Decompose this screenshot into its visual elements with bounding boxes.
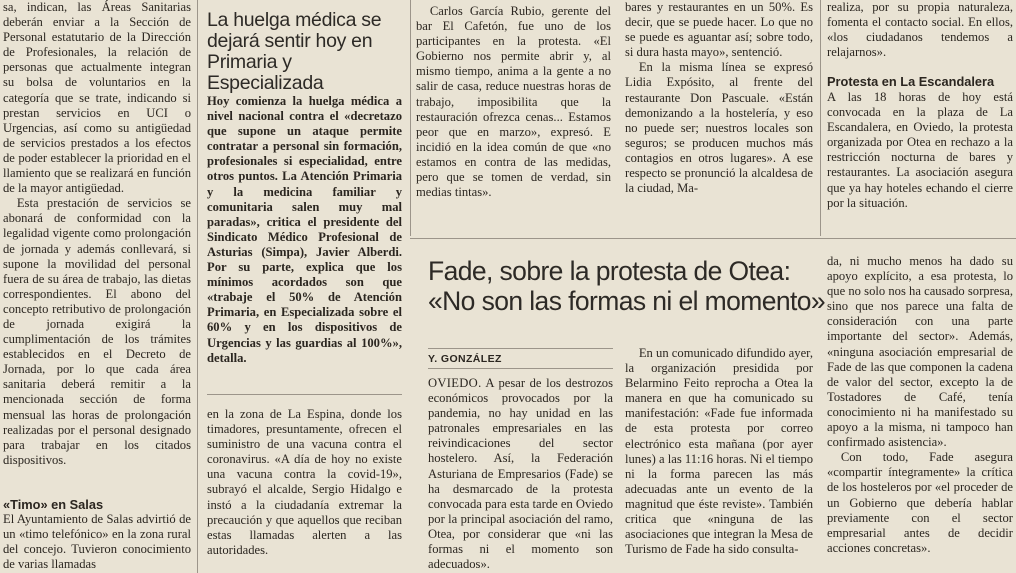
headline-line-2: «No son las formas ni el momento» bbox=[428, 286, 826, 316]
column-rule bbox=[197, 0, 198, 573]
paragraph: sa, indican, las Áreas Sanitarias deberán enviar a la Sección de Personal estatutario de la Dirección de Profesionales, la relación de personas que actualmente integran su bolsa de voluntarios en la categoría que se trate, indicando si prestan servicios en UCI o Urgencias, así como su antigüedad de servicios prestados a los efectos de poder establecer la prioridad en el llamiento que se realizará en función de la mayor antigüedad. bbox=[3, 0, 191, 196]
lead-text: Hoy comienza la huelga médica a nivel nacional contra el «decretazo que supone un ataque permite contratar a personal sin formación, profesionales si especialidad, entre otros puntos. La Atención Primaria y la medicina familiar y comunitaria salen muy mal paradas», critica el presidente del Sindicato Médico Profesional de Asturias (Simpa), Javier Alberdi. Por su parte, explica que los mínimos acordados son que «trabaje el 50% de Atención Primaria, en Especializada sobre el 60% y en los dispositivos de Urgencias y las guardias al 100%», detalla. bbox=[207, 94, 402, 365]
paragraph: da, ni mucho menos ha dado su apoyo explícito, a esa protesta, lo que no solo nos ha causado sorpresa, sino que nos parece una falta de consideración con una parte importante del sector». Además, «ninguna asociación empresarial de Fade de las que componen la cadena de valor del sector, excepto la de Tostadores de Café, tenía conocimiento ni ha manifestado su apoyo a la misma, ni tampoco han confirmado asistencia». bbox=[827, 254, 1013, 450]
paragraph: bares y restaurantes en un 50%. Es decir, que se puede hacer. Lo que no se puede es aguantar así; sobre todo, si dura hasta mayo», sentenció. bbox=[625, 0, 813, 60]
column-rule bbox=[820, 0, 821, 236]
box-rule bbox=[207, 394, 402, 395]
paragraph: En la misma línea se expresó Lidia Expósito, al frente del restaurante Don Pascuale. «Están demonizando a la hostelería, y eso no puede ser; nuestros locales son seguros; se producen muchos más contagios en otros lugares». A ese respecto se pronunció la alcaldesa de la ciudad, Ma- bbox=[625, 60, 813, 196]
lead-huelga-medica bbox=[207, 94, 402, 366]
paragraph: Carlos García Rubio, gerente del bar El Cafetón, fue uno de los participantes en la protesta. «El Gobierno nos permite abrir y, al mismo tiempo, anima a la gente a no salir de casa, reduce nuestras horas de trabajo, imposibilita que la restauración ofrezca cenas... Estamos peor que en marzo», expresó. E incidió en la idea común de que «no estamos en contra de las medidas, pero que se tomen de verdad, sin medias tintas». bbox=[416, 4, 611, 200]
byline: Y. GONZÁLEZ bbox=[428, 353, 502, 365]
article-column-4 bbox=[625, 0, 813, 196]
article-column-1-continued bbox=[3, 512, 191, 572]
article-column-3 bbox=[416, 4, 611, 200]
section-rule bbox=[410, 238, 1016, 239]
fade-column-2 bbox=[625, 346, 813, 557]
paragraph bbox=[428, 376, 613, 572]
dateline: OVIEDO. bbox=[428, 376, 482, 390]
column-rule bbox=[410, 0, 411, 236]
subhead-timo: «Timo» en Salas bbox=[3, 497, 104, 512]
subhead-protesta-escandalera: Protesta en La Escandalera bbox=[827, 74, 995, 89]
paragraph: En un comunicado difundido ayer, la organización presidida por Belarmino Feito reprocha a Otea la manera en que ha comunicado su manifestación: «Fade fue informada de esta protesta por correo electrónico esta mañana (por ayer lunes) a las 11:16 horas. Ni el tiempo ni la forma parecen las más adecuadas ante un evento de la magnitud que éste reviste». También critica que «ninguna de las asociaciones que integran la Mesa de Turismo de Fade ha sido consulta- bbox=[625, 346, 813, 557]
paragraph: realiza, por su propia naturaleza, fomenta el contacto social. En ellos, «los ciudadanos tendemos a relajarnos». bbox=[827, 0, 1013, 60]
fade-column-1 bbox=[428, 376, 613, 572]
byline-rule bbox=[428, 368, 613, 369]
fade-column-3 bbox=[827, 254, 1013, 556]
headline-fade bbox=[428, 256, 828, 316]
byline-rule bbox=[428, 348, 613, 349]
article-column-5-continued bbox=[827, 90, 1013, 211]
article-column-1 bbox=[3, 0, 191, 468]
article-column-5 bbox=[827, 0, 1013, 60]
paragraph: El Ayuntamiento de Salas advirtió de un «timo telefónico» en la zona rural del concejo. Tuvieron conocimiento de varias llamadas bbox=[3, 512, 191, 572]
headline-line-1: Fade, sobre la protesta de Otea: bbox=[428, 256, 791, 286]
headline-huelga-medica: La huelga médica se dejará sentir hoy en Primaria y Especializada bbox=[207, 9, 382, 94]
paragraph: Con todo, Fade asegura «compartir íntegramente» la crítica de los hosteleros por «el proceder de un Gobierno que debería hablar previamente con el sector empresarial antes de decidir acciones concretas». bbox=[827, 450, 1013, 555]
paragraph: Esta prestación de servicios se abonará de conformidad con la legalidad vigente como prolongación de jornada y además conllevará, si supone la movilidad del personal fuera de su área de trabajo, las dietas correspondientes. El abono del concepto retributivo de prolongación de jornada exigirá la cumplimentación de los trámites establecidos en el Decreto de Jornada, por lo que cada área sanitaria deberá remitir a la mencionada sección de forma mensual las horas de prolongación realizadas por el personal designado para trabajar en los citados dispositivos. bbox=[3, 196, 191, 467]
paragraph-text: A pesar de los destrozos económicos provocados por la pandemia, no hay unidad en las patronales empresariales en las reivindicaciones del sector hostelero. Así, la Federación Asturiana de Empresarios (Fade) se ha desmarcado de la protesta convocada para esta tarde en Oviedo por la principal asociación del ramo, Otea, por considerar que «ni las formas ni el momento son adecuados». bbox=[428, 376, 613, 572]
paragraph: en la zona de La Espina, donde los timadores, presuntamente, ofrecen el suministro de una vacuna contra el coronavirus. «A día de hoy no existe una vacuna contra la covid-19», subrayó el alcalde, Sergio Hidalgo e instó a la ciudadanía extremar la precaución y que aquellos que reciban estas llamadas alerten a las autoridades. bbox=[207, 407, 402, 557]
article-column-2 bbox=[207, 407, 402, 558]
paragraph: A las 18 horas de hoy está convocada en la plaza de La Escandalera, en Oviedo, la protesta organizada por Otea en rechazo a la restricción nocturna de bares y restaurantes. La asociación asegura que ya hay hoteles echando el cierre por la situación. bbox=[827, 90, 1013, 210]
